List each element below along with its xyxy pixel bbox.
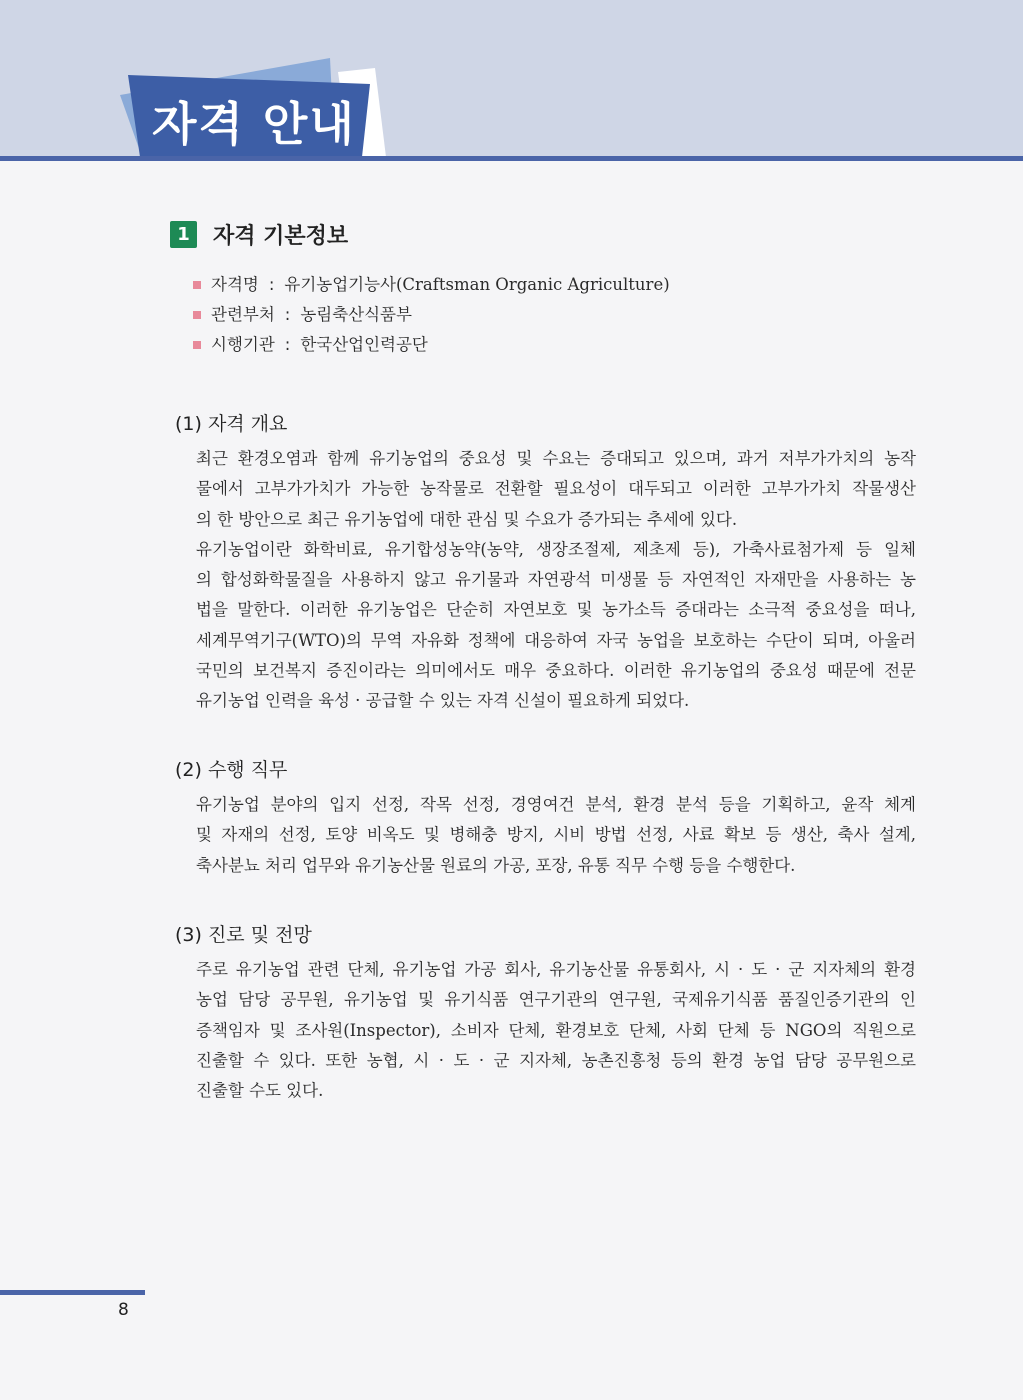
text-line: 농업 담당 공무원, 유기농업 및 유기식품 연구기관의 연구원, 국제유기식품 품질인증기관의 인 [196,990,916,1010]
info-separator: : [284,335,291,354]
text-line: 및 자재의 선정, 토양 비옥도 및 병해충 방지, 시비 방법 선정, 사료 확보 등 생산, 축사 설계, [196,825,916,845]
info-item-agency [193,330,670,360]
section-heading [170,218,348,250]
basic-info-list [193,270,670,360]
info-item-name [193,270,670,300]
section-title: 자격 기본정보 [213,223,349,249]
career-paragraph [196,955,916,1106]
info-value: 유기농업기능사(Craftsman Organic Agriculture) [284,275,670,294]
info-separator: : [268,275,275,294]
text-line: 주로 유기농업 관련 단체, 유기농업 가공 회사, 유기농산물 유통회사, 시 · 도 · 군 지자체의 환경 [196,960,916,979]
info-label: 시행기관 [211,335,275,354]
info-label: 자격명 [211,275,259,294]
text-line: 유기농업 분야의 입지 선정, 작목 선정, 경영여건 분석, 환경 분석 등을 기획하고, 윤작 체계 [196,795,916,814]
info-label: 관련부처 [211,305,275,324]
text-line: 최근 환경오염과 함께 유기농업의 중요성 및 수요는 증대되고 있으며, 과거 저부가가치의 농작 [196,449,916,468]
text-line: 축사분뇨 처리 업무와 유기농산물 원료의 가공, 포장, 유통 직무 수행 등을 수행한다. [196,855,796,875]
career-heading: (3) 진로 및 전망 [175,924,312,946]
square-bullet-icon [193,311,201,319]
overview-heading: (1) 자격 개요 [175,413,288,435]
square-bullet-icon [193,281,201,289]
info-value: 농림축산식품부 [300,305,412,324]
info-separator: : [284,305,291,324]
text-line: 진출할 수 있다. 또한 농협, 시 · 도 · 군 지자체, 농촌진흥청 등의 환경 농업 담당 공무원으로 [196,1050,916,1070]
info-item-ministry [193,300,670,330]
text-line: 의 한 방안으로 최근 유기농업에 대한 관심 및 수요가 증가되는 추세에 있다. [196,509,738,529]
overview-paragraph [196,444,916,717]
text-line: 법을 말한다. 이러한 유기농업은 단순히 자연보호 및 농가소득 증대라는 소극적 중요성을 떠나, [196,600,916,620]
text-line: 유기농업 인력을 육성 · 공급할 수 있는 자격 신설이 필요하게 되었다. [196,691,690,711]
text-line: 국민의 보건복지 증진이라는 의미에서도 매우 중요하다. 이러한 유기농업의 중요성 때문에 전문 [196,661,916,681]
duties-heading: (2) 수행 직무 [175,759,288,781]
header-rule [0,156,1023,161]
page-title: 자격 안내 [152,97,356,151]
section-number-badge: 1 [170,221,197,248]
text-line: 세계무역기구(WTO)의 무역 자유화 정책에 대응하여 자국 농업을 보호하는 수단이 되며, 아울러 [196,630,916,650]
footer-rule [0,1290,145,1295]
duties-paragraph [196,790,916,881]
text-line: 물에서 고부가가치가 가능한 농작물로 전환할 필요성이 대두되고 이러한 고부가가치 작물생산 [196,479,916,499]
square-bullet-icon [193,341,201,349]
text-line: 유기농업이란 화학비료, 유기합성농약(농약, 생장조절제, 제초제 등), 가축사료첨가제 등 일체 [196,539,916,559]
text-line: 의 합성화학물질을 사용하지 않고 유기물과 자연광석 미생물 등 자연적인 자재만을 사용하는 농 [196,570,916,590]
info-value: 한국산업인력공단 [300,335,428,354]
page-number: 8 [118,1300,129,1320]
text-line: 진출할 수도 있다. [196,1081,324,1101]
text-line: 증책임자 및 조사원(Inspector), 소비자 단체, 환경보호 단체, 사회 단체 등 NGO의 직원으로 [196,1020,916,1040]
